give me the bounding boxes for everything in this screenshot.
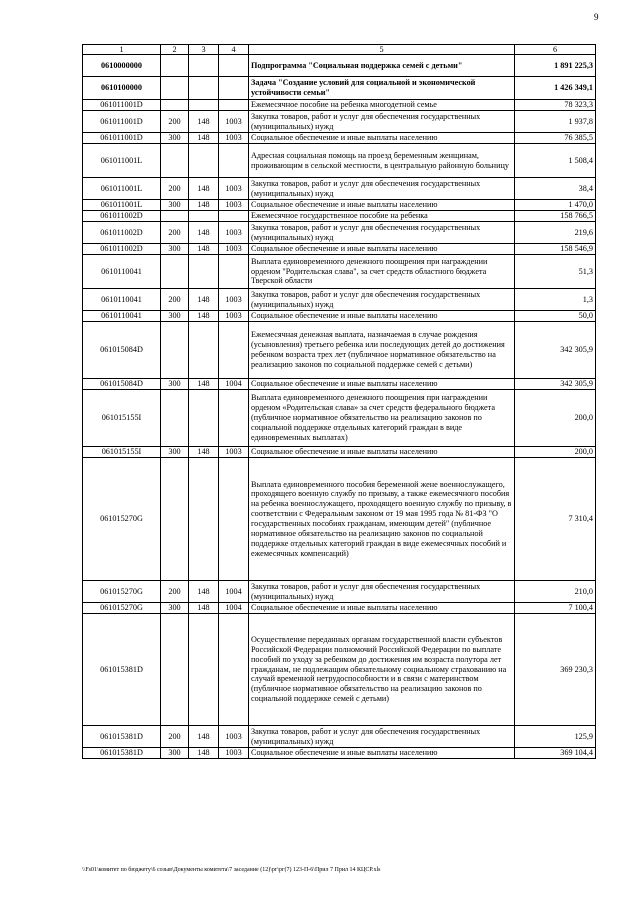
code-cell: 0610110041 — [83, 255, 161, 289]
amount-cell: 51,3 — [515, 255, 596, 289]
expense-type-cell — [161, 144, 189, 178]
department-cell: 148 — [189, 111, 219, 133]
department-cell — [189, 144, 219, 178]
column-number: 3 — [189, 45, 219, 55]
section-cell: 1003 — [219, 178, 249, 200]
table-row — [83, 200, 596, 211]
amount-cell: 200,0 — [515, 390, 596, 447]
section-cell: 1003 — [219, 244, 249, 255]
code-cell: 061015084D — [83, 379, 161, 390]
description-cell: Ежемесячная денежная выплата, назначаемая в случае рождения (усыновления) третьего ребенка или последующих детей до достижения ребенком возраста трех лет (публичное нормативное обязательство на реализацию законов по социальной поддержке семей с детьми) — [249, 322, 515, 379]
section-cell — [219, 390, 249, 447]
section-cell: 1003 — [219, 726, 249, 748]
expense-type-cell: 200 — [161, 726, 189, 748]
expense-type-cell: 300 — [161, 133, 189, 144]
department-cell: 148 — [189, 603, 219, 614]
section-cell — [219, 211, 249, 222]
department-cell: 148 — [189, 379, 219, 390]
code-cell: 061011002D — [83, 211, 161, 222]
description-cell: Задача "Создание условий для социальной и экономической устойчивости семьи" — [249, 77, 515, 100]
table-row — [83, 603, 596, 614]
amount-cell: 200,0 — [515, 447, 596, 458]
amount-cell: 342 305,9 — [515, 322, 596, 379]
section-cell: 1003 — [219, 111, 249, 133]
table-row — [83, 379, 596, 390]
description-cell: Ежемесячное государственное пособие на ребенка — [249, 211, 515, 222]
table-row — [83, 211, 596, 222]
section-cell: 1003 — [219, 289, 249, 311]
code-cell: 061015270G — [83, 603, 161, 614]
expense-type-cell: 300 — [161, 603, 189, 614]
description-cell: Социальное обеспечение и иные выплаты населению — [249, 748, 515, 759]
description-cell: Социальное обеспечение и иные выплаты населению — [249, 603, 515, 614]
budget-table — [82, 44, 596, 759]
expense-type-cell — [161, 100, 189, 111]
table-row — [83, 111, 596, 133]
section-cell — [219, 55, 249, 77]
code-cell: 061011001D — [83, 133, 161, 144]
code-cell: 0610100000 — [83, 77, 161, 100]
description-cell: Выплата единовременного денежного поощрения при награждении орденом "Родительская слава", за счет средств областного бюджета Тверской области — [249, 255, 515, 289]
description-cell: Социальное обеспечение и иные выплаты населению — [249, 379, 515, 390]
expense-type-cell — [161, 322, 189, 379]
amount-cell: 7 100,4 — [515, 603, 596, 614]
table-row — [83, 322, 596, 379]
column-number: 2 — [161, 45, 189, 55]
expense-type-cell: 300 — [161, 244, 189, 255]
description-cell: Подпрограмма "Социальная поддержка семей с детьми" — [249, 55, 515, 77]
amount-cell: 1,3 — [515, 289, 596, 311]
code-cell: 0610000000 — [83, 55, 161, 77]
department-cell — [189, 55, 219, 77]
department-cell — [189, 390, 219, 447]
amount-cell: 210,0 — [515, 581, 596, 603]
code-cell: 061011001L — [83, 200, 161, 211]
code-cell: 0610110041 — [83, 289, 161, 311]
department-cell — [189, 100, 219, 111]
amount-cell: 369 104,4 — [515, 748, 596, 759]
department-cell: 148 — [189, 178, 219, 200]
section-cell: 1003 — [219, 222, 249, 244]
department-cell: 148 — [189, 244, 219, 255]
section-cell: 1003 — [219, 311, 249, 322]
section-cell: 1004 — [219, 581, 249, 603]
department-cell: 148 — [189, 289, 219, 311]
description-cell: Социальное обеспечение и иные выплаты населению — [249, 133, 515, 144]
column-number: 1 — [83, 45, 161, 55]
amount-cell: 76 385,5 — [515, 133, 596, 144]
column-number-row — [83, 45, 596, 55]
table-row — [83, 244, 596, 255]
amount-cell: 125,9 — [515, 726, 596, 748]
code-cell: 061011002D — [83, 222, 161, 244]
code-cell: 061015155I — [83, 447, 161, 458]
table-row — [83, 144, 596, 178]
amount-cell: 158 766,5 — [515, 211, 596, 222]
column-number: 4 — [219, 45, 249, 55]
department-cell — [189, 211, 219, 222]
section-cell — [219, 144, 249, 178]
description-cell: Закупка товаров, работ и услуг для обеспечения государственных (муниципальных) нужд — [249, 289, 515, 311]
department-cell — [189, 322, 219, 379]
expense-type-cell: 200 — [161, 222, 189, 244]
description-cell: Выплата единовременного пособия беременной жене военнослужащего, проходящего военную службу по призыву, а также ежемесячного пособия на ребенка военнослужащего, проходящего военную службу по призыву, в соответствии с Федеральным законом от 19 мая 1995 года № 81-ФЗ "О государственных пособиях гражданам, имеющим детей" (публичное нормативное обязательство на реализацию законов по социальной поддержке отдельных категорий граждан в виде ежемесячных пособий и ежемесячных компенсаций) — [249, 458, 515, 581]
amount-cell: 219,6 — [515, 222, 596, 244]
description-cell: Социальное обеспечение и иные выплаты населению — [249, 200, 515, 211]
table-row — [83, 748, 596, 759]
department-cell — [189, 255, 219, 289]
page-number: 9 — [594, 12, 599, 22]
section-cell — [219, 255, 249, 289]
amount-cell: 158 546,9 — [515, 244, 596, 255]
expense-type-cell: 300 — [161, 748, 189, 759]
table-row — [83, 55, 596, 77]
amount-cell: 1 470,0 — [515, 200, 596, 211]
expense-type-cell — [161, 211, 189, 222]
description-cell: Социальное обеспечение и иные выплаты населению — [249, 311, 515, 322]
table-row — [83, 255, 596, 289]
department-cell — [189, 77, 219, 100]
department-cell: 148 — [189, 447, 219, 458]
description-cell: Закупка товаров, работ и услуг для обеспечения государственных (муниципальных) нужд — [249, 111, 515, 133]
table-row — [83, 222, 596, 244]
expense-type-cell: 200 — [161, 111, 189, 133]
code-cell: 061011002D — [83, 244, 161, 255]
table-row — [83, 178, 596, 200]
department-cell — [189, 614, 219, 726]
table-row — [83, 447, 596, 458]
table-row — [83, 726, 596, 748]
description-cell: Адресная социальная помощь на проезд беременным женщинам, проживающим в сельской местности, в центральную районную больницу — [249, 144, 515, 178]
file-path-footer: \\Fs01\комитет по бюджету\6 созыв\Документы комитета\7 заседание (12)\рг\рг(7) 123-П-6\Прил 7 Прил 14 КЦСР.xls — [82, 867, 381, 873]
code-cell: 061015381D — [83, 726, 161, 748]
section-cell: 1004 — [219, 379, 249, 390]
code-cell: 061015270G — [83, 581, 161, 603]
table-row — [83, 458, 596, 581]
expense-type-cell — [161, 390, 189, 447]
table-row — [83, 581, 596, 603]
description-cell: Осуществление переданных органам государственной власти субъектов Российской Федерации полномочий Российской Федерации по выплате пособий по уходу за ребенком до достижения им возраста полутора лет гражданам, не подлежащим обязательному социальному страхованию на случай временной нетрудоспособности и в связи с материнством (публичное нормативное обязательство на реализацию законов по социальной поддержке семей с детьми) — [249, 614, 515, 726]
description-cell: Закупка товаров, работ и услуг для обеспечения государственных (муниципальных) нужд — [249, 581, 515, 603]
amount-cell: 1 426 349,1 — [515, 77, 596, 100]
expense-type-cell: 300 — [161, 447, 189, 458]
amount-cell: 50,0 — [515, 311, 596, 322]
table-row — [83, 311, 596, 322]
expense-type-cell — [161, 614, 189, 726]
description-cell: Закупка товаров, работ и услуг для обеспечения государственных (муниципальных) нужд — [249, 178, 515, 200]
code-cell: 061015155I — [83, 390, 161, 447]
code-cell: 061011001L — [83, 178, 161, 200]
table-row — [83, 614, 596, 726]
code-cell: 0610110041 — [83, 311, 161, 322]
section-cell — [219, 614, 249, 726]
description-cell: Социальное обеспечение и иные выплаты населению — [249, 447, 515, 458]
column-number: 6 — [515, 45, 596, 55]
department-cell: 148 — [189, 748, 219, 759]
amount-cell: 1 937,8 — [515, 111, 596, 133]
amount-cell: 78 323,3 — [515, 100, 596, 111]
description-cell: Выплата единовременного денежного поощрения при награждении орденом «Родительская слава» за счет средств федерального бюджета (публичное нормативное обязательство на реализацию законов по социальной поддержке отдельных категорий граждан в виде единовременных выплатах) — [249, 390, 515, 447]
amount-cell: 1 891 225,3 — [515, 55, 596, 77]
department-cell — [189, 458, 219, 581]
description-cell: Закупка товаров, работ и услуг для обеспечения государственных (муниципальных) нужд — [249, 222, 515, 244]
department-cell: 148 — [189, 726, 219, 748]
code-cell: 061011001D — [83, 100, 161, 111]
section-cell — [219, 322, 249, 379]
code-cell: 061015084D — [83, 322, 161, 379]
section-cell: 1004 — [219, 603, 249, 614]
section-cell: 1003 — [219, 447, 249, 458]
department-cell: 148 — [189, 311, 219, 322]
department-cell: 148 — [189, 200, 219, 211]
column-number: 5 — [249, 45, 515, 55]
code-cell: 061015270G — [83, 458, 161, 581]
description-cell: Закупка товаров, работ и услуг для обеспечения государственных (муниципальных) нужд — [249, 726, 515, 748]
expense-type-cell: 200 — [161, 581, 189, 603]
section-cell: 1003 — [219, 133, 249, 144]
amount-cell: 7 310,4 — [515, 458, 596, 581]
section-cell — [219, 458, 249, 581]
table-row — [83, 289, 596, 311]
expense-type-cell: 200 — [161, 178, 189, 200]
department-cell: 148 — [189, 222, 219, 244]
code-cell: 061015381D — [83, 748, 161, 759]
amount-cell: 342 305,9 — [515, 379, 596, 390]
expense-type-cell: 300 — [161, 379, 189, 390]
code-cell: 061011001D — [83, 111, 161, 133]
expense-type-cell — [161, 255, 189, 289]
expense-type-cell: 200 — [161, 289, 189, 311]
amount-cell: 1 508,4 — [515, 144, 596, 178]
table-row — [83, 100, 596, 111]
amount-cell: 38,4 — [515, 178, 596, 200]
table-row — [83, 390, 596, 447]
expense-type-cell: 300 — [161, 311, 189, 322]
expense-type-cell — [161, 55, 189, 77]
table-row — [83, 133, 596, 144]
department-cell: 148 — [189, 133, 219, 144]
code-cell: 061015381D — [83, 614, 161, 726]
section-cell — [219, 77, 249, 100]
expense-type-cell — [161, 77, 189, 100]
description-cell: Социальное обеспечение и иные выплаты населению — [249, 244, 515, 255]
section-cell: 1003 — [219, 200, 249, 211]
department-cell: 148 — [189, 581, 219, 603]
amount-cell: 369 230,3 — [515, 614, 596, 726]
table-row — [83, 77, 596, 100]
description-cell: Ежемесячное пособие на ребенка многодетной семье — [249, 100, 515, 111]
code-cell: 061011001L — [83, 144, 161, 178]
expense-type-cell — [161, 458, 189, 581]
section-cell — [219, 100, 249, 111]
section-cell: 1003 — [219, 748, 249, 759]
expense-type-cell: 300 — [161, 200, 189, 211]
